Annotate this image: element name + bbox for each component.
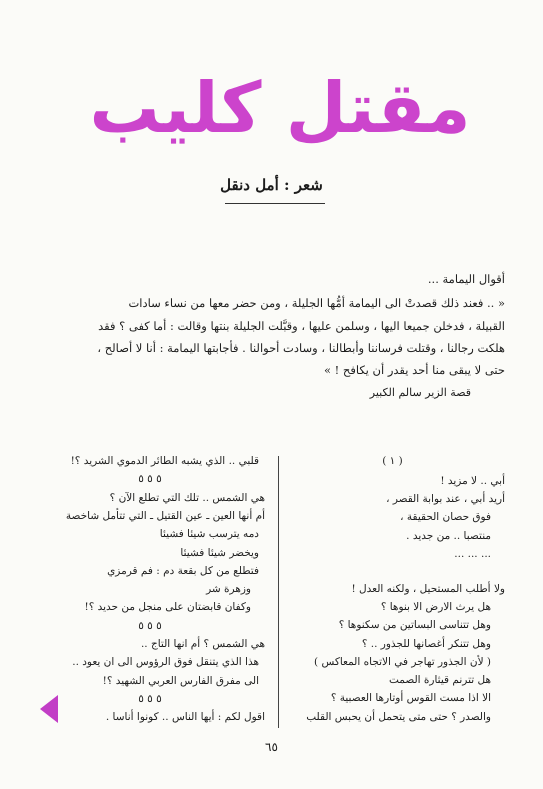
verse-line: فتطلع من كل بقعة دم : فم قرمزي <box>107 565 259 577</box>
verse-line: اقول لكم : أيها الناس .. كونوا أناسا . <box>105 711 265 723</box>
byline-rule <box>225 203 325 204</box>
verse-line: هل تترنم قيثارة الصمت <box>388 674 491 686</box>
verse-line: دمه يترسب شيئا فشيئا <box>159 528 259 540</box>
page-number: ٦٥ <box>265 740 278 754</box>
verse-line: هل يرث الارض الا بنوها ؟ <box>380 601 491 613</box>
verse-line: أريد أبي ، عند بوابة القصر ، <box>386 493 505 505</box>
intro-line: القبيلة ، فدخلن جميعا اليها ، وسلمن عليها ، وقبَّلت الجليلة بنتها وقالت : أما كفى ؟ فقد <box>98 319 505 333</box>
verse-line: ( لأن الجذور تهاجر في الاتجاه المعاكس ) <box>314 656 491 668</box>
column-divider <box>278 456 279 728</box>
verse-line: هي الشمس .. تلك التي تطلع الآن ؟ <box>109 492 265 504</box>
intro-heading: أقوال اليمامة ... <box>427 272 505 286</box>
byline: شعر : أمل دنقل <box>220 176 323 194</box>
verse-line: هي الشمس ؟ أم انها التاج .. <box>140 638 265 650</box>
poem-title <box>89 60 471 150</box>
verse-line: قلبي .. الذي يشبه الطائر الدموي الشريد ؟! <box>70 455 259 467</box>
intro-line: « .. فعند ذلك قصدتْ الى اليمامة أمُّها الجليلة ، ومن حضر معها من نساء سادات <box>128 296 505 310</box>
verse-line: منتصبا .. من جديد . <box>406 530 491 542</box>
verse-line: ويخضر شيئا فشيئا <box>180 547 259 559</box>
verse-line: وزهرة شر <box>206 583 251 595</box>
verse-line: ولا أطلب المستحيل ، ولكنه العدل ! <box>351 583 505 595</box>
verse-line: والصدر ؟ حتى متى يتحمل أن يحبس القلب <box>306 711 491 723</box>
page-marker-triangle <box>40 695 58 723</box>
verse-line: هذا الذي يتنقل فوق الرؤوس الى ان يعود .. <box>72 656 259 668</box>
verse-line: أم أنها العين ـ عين القتيل ـ التي تتأمل شاخصة <box>65 510 265 522</box>
ellipsis-line: ... ... ... <box>454 548 491 560</box>
title-text: مقتل كليب <box>89 67 471 149</box>
verse-line: الا اذا مست القوس أوتارها العصبية ؟ <box>330 692 491 704</box>
stanza-number: ( ١ ) <box>382 455 403 467</box>
section-separator: ٥ ٥ ٥ <box>138 620 162 632</box>
verse-line: وكفان قابضتان على منجل من حديد ؟! <box>84 601 251 613</box>
verse-line: أبي .. لا مزيد ! <box>440 475 505 487</box>
section-separator: ٥ ٥ ٥ <box>138 473 162 485</box>
intro-line: هلكت رجالنا ، وقتلت فرساننا وأبطالنا ، وسادت أحوالنا . فأجابتها اليمامة : أنا لا أصالح ، <box>97 341 505 355</box>
verse-line: وهل تتنكر أغصانها للجذور .. ؟ <box>361 638 491 650</box>
intro-source: قصة الزير سالم الكبير <box>369 386 471 399</box>
intro-line: حتى لا يبقى منا أحد يقدر أن يكافح ! » <box>323 363 505 377</box>
title-calligraphy <box>89 60 471 150</box>
verse-line: الى مفرق الفارس العربي الشهيد ؟! <box>102 675 259 687</box>
section-separator: ٥ ٥ ٥ <box>138 693 162 705</box>
verse-line: فوق حصان الحقيقة ، <box>400 511 491 523</box>
verse-line: وهل تتناسى البساتين من سكنوها ؟ <box>338 619 491 631</box>
